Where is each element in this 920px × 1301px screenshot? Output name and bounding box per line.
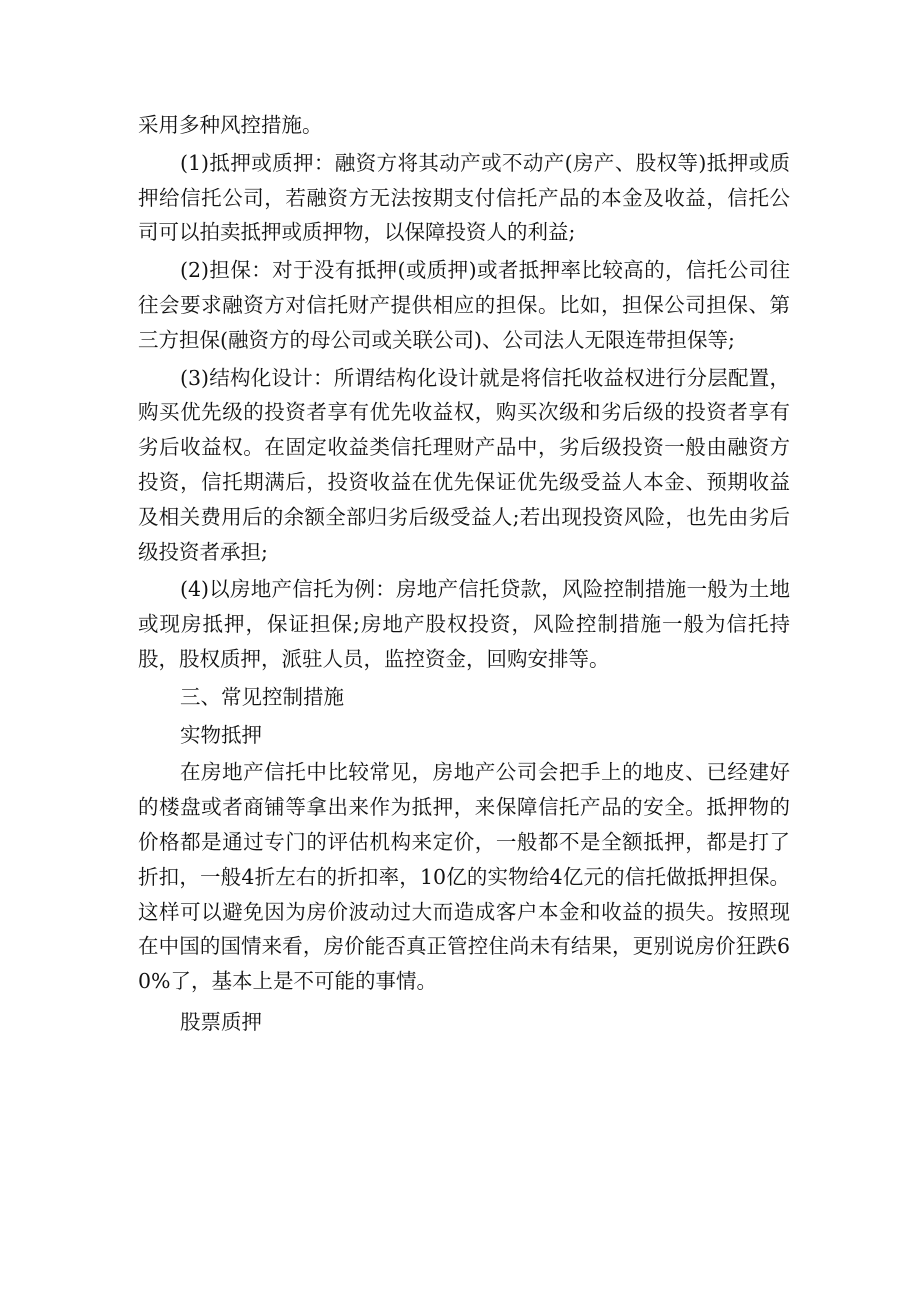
paragraph-mortgage: (1)抵押或质押：融资方将其动产或不动产(房产、股权等)抵押或质押给信托公司，若融资方无法按期支付信托产品的本金及收益，信托公司可以拍卖抵押或质押物，以保障投资人的利益; (138, 150, 790, 245)
sub-heading-physical-mortgage: 实物抵押 (180, 722, 262, 747)
paragraph-intro: 采用多种风控措施。 (138, 113, 323, 137)
section-heading: 三、常见控制措施 (180, 684, 344, 709)
paragraph-real-estate-example: (4)以房地产信托为例：房地产信托贷款，风险控制措施一般为土地或现房抵押，保证担保;房地产股权投资，风险控制措施一般为信托持股，股权质押，派驻人员，监控资金，回购安排等。 (138, 577, 790, 671)
paragraph-structured-design: (3)结构化设计：所谓结构化设计就是将信托收益权进行分层配置，购买优先级的投资者享有优先收益权，购买次级和劣后级的投资者享有劣后收益权。在固定收益类信托理财产品中，劣后级投资一般由融资方投资，信托期满后，投资收益在优先保证优先级受益人本金、预期收益及相关费用后的余额全部归劣后级受益人;若出现投资风险，也先由劣后级投资者承担; (138, 365, 790, 564)
paragraph-guarantee: (2)担保：对于没有抵押(或质押)或者抵押率比较高的，信托公司往往会要求融资方对信托财产提供相应的担保。比如，担保公司担保、第三方担保(融资方的母公司或关联公司)、公司法人无限连带担保等; (138, 258, 790, 352)
sub-heading-stock-pledge: 股票质押 (180, 1009, 262, 1034)
paragraph-physical-mortgage: 在房地产信托中比较常见，房地产公司会把手上的地皮、已经建好的楼盘或者商铺等拿出来作为抵押，来保障信托产品的安全。抵押物的价格都是通过专门的评估机构来定价，一般都不是全额抵押，都是打了折扣，一般4折左右的折扣率，10亿的实物给4亿元的信托做抵押担保。这样可以避免因为房价波动过大而造成客户本金和收益的损失。按照现在中国的国情来看，房价能否真正管控住尚未有结果，更别说房价狂跌60%了，基本上是不可能的事情。 (138, 760, 790, 994)
document-body (138, 108, 790, 1040)
